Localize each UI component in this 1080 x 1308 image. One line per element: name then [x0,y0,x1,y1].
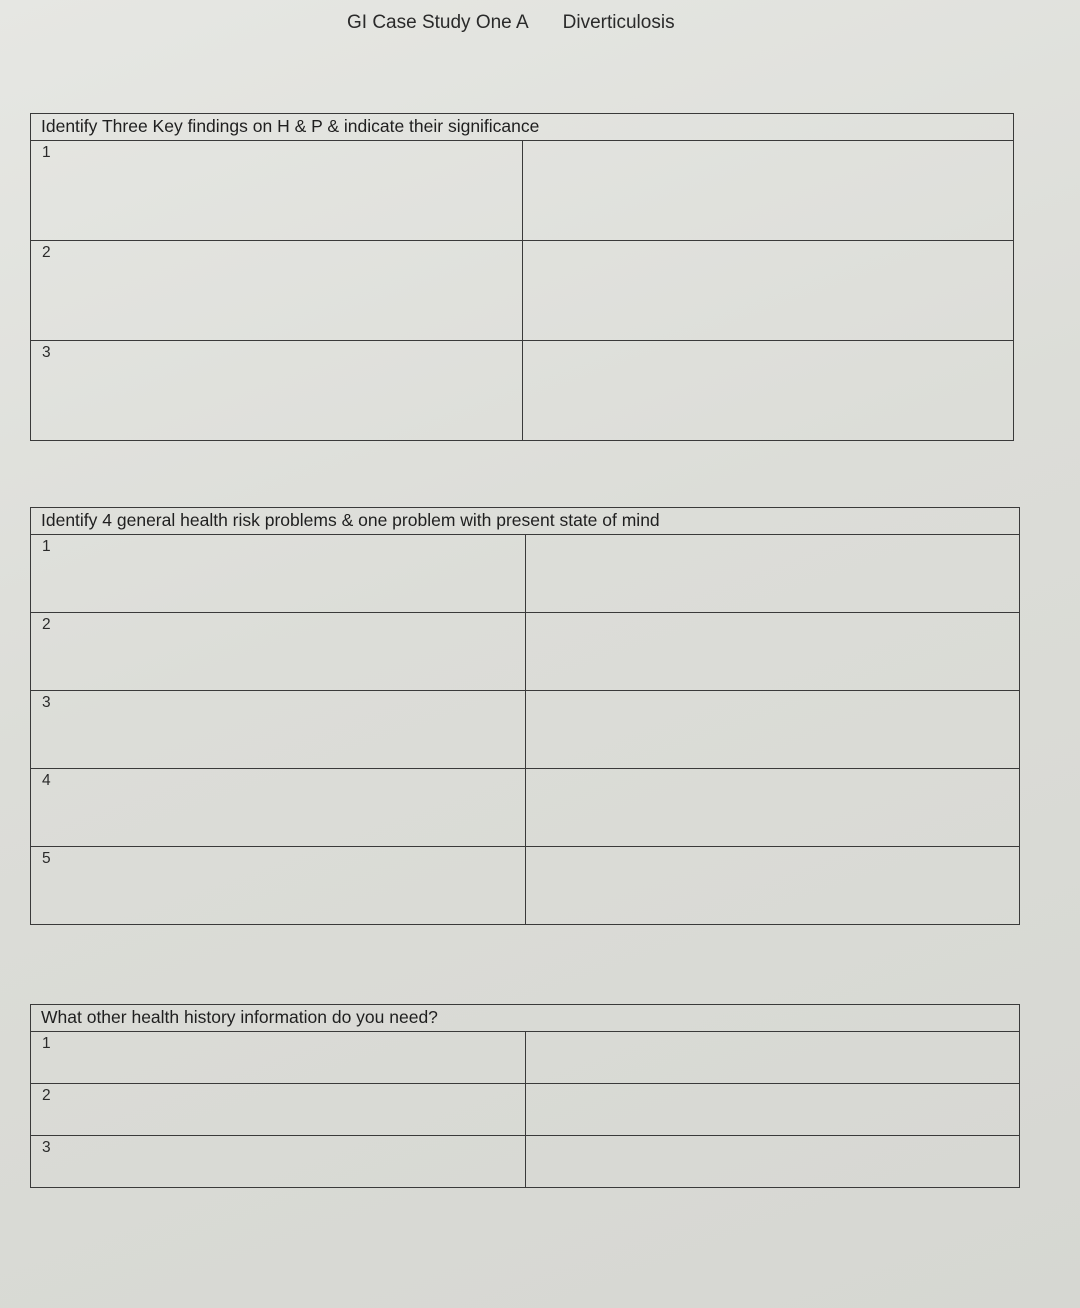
key-findings-table [30,113,1014,441]
table-row [31,613,1020,691]
table-row [31,1084,1020,1136]
case-subject: Diverticulosis [562,12,675,33]
health-history-table [30,1004,1020,1188]
answer-field[interactable] [525,1032,1020,1084]
table-row [31,341,1014,441]
row-number: 2 [31,613,526,691]
row-number: 3 [31,1136,526,1188]
row-number: 2 [31,241,523,341]
table-row [31,769,1020,847]
table-row [31,1136,1020,1188]
row-number: 1 [31,1032,526,1084]
section-heading: What other health history information do you need? [31,1005,1020,1032]
table-row [31,691,1020,769]
answer-field[interactable] [525,1136,1020,1188]
answer-field[interactable] [522,241,1014,341]
row-number: 1 [31,141,523,241]
row-number: 3 [31,341,523,441]
answer-field[interactable] [525,847,1020,925]
row-number: 1 [31,535,526,613]
health-risk-problems-table [30,507,1020,925]
page-title [347,12,675,34]
answer-field[interactable] [525,769,1020,847]
section-heading: Identify Three Key findings on H & P & indicate their significance [31,114,1014,141]
row-number: 4 [31,769,526,847]
row-number: 5 [31,847,526,925]
case-study-title: GI Case Study One A [347,12,529,33]
answer-field[interactable] [522,141,1014,241]
table-row [31,241,1014,341]
table-row [31,141,1014,241]
answer-field[interactable] [522,341,1014,441]
table-row [31,1032,1020,1084]
answer-field[interactable] [525,1084,1020,1136]
answer-field[interactable] [525,613,1020,691]
table-row [31,535,1020,613]
answer-field[interactable] [525,535,1020,613]
table-row [31,847,1020,925]
row-number: 2 [31,1084,526,1136]
row-number: 3 [31,691,526,769]
answer-field[interactable] [525,691,1020,769]
section-heading: Identify 4 general health risk problems & one problem with present state of mind [31,508,1020,535]
